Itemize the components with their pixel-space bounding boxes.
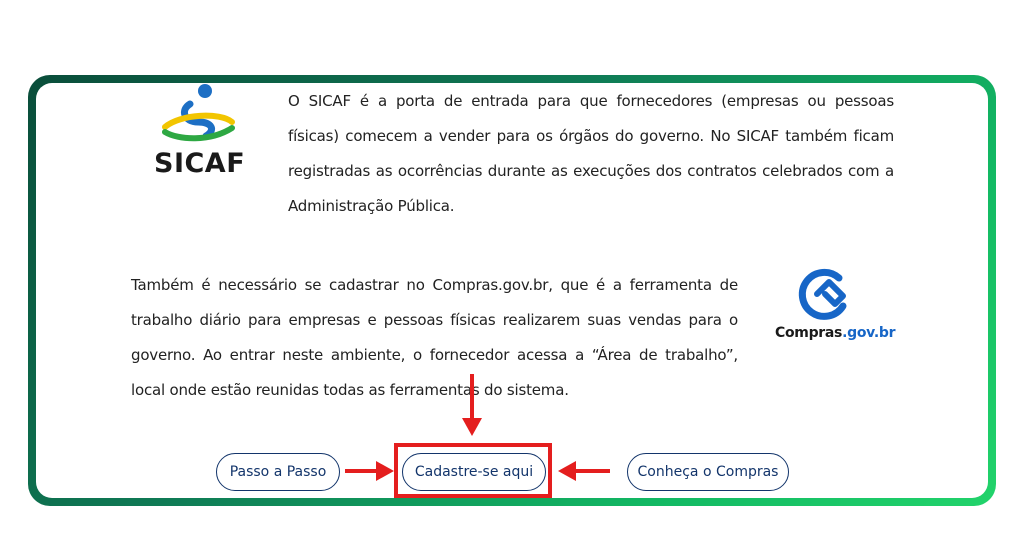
- sicaf-logo-text: SICAF: [154, 148, 246, 179]
- passo-a-passo-button[interactable]: Passo a Passo: [216, 453, 340, 491]
- cadastre-se-button[interactable]: Cadastre-se aqui: [402, 453, 546, 491]
- compras-logo-suffix: .gov.br: [842, 325, 896, 341]
- compras-logo-icon: [795, 268, 855, 322]
- compras-logo-text: [775, 325, 895, 341]
- compras-logo-main: Compras: [775, 325, 843, 341]
- compras-description: Também é necessário se cadastrar no Compras.gov.br, que é a ferramenta de trabalho diário para empresas e pessoas físicas realizarem suas vendas para o governo. Ao entrar neste ambiente, o fornecedor acessa a “Área de trabalho”, local onde estão reunidas todas as ferramentas do sistema.: [131, 276, 738, 399]
- conheca-compras-button[interactable]: Conheça o Compras: [627, 453, 789, 491]
- sicaf-description: O SICAF é a porta de entrada para que fornecedores (empresas ou pessoas físicas) comecem a vender para os órgãos do governo. No SICAF também ficam registradas as ocorrências durante as execuções dos contratos celebrados com a Administração Pública.: [288, 92, 894, 215]
